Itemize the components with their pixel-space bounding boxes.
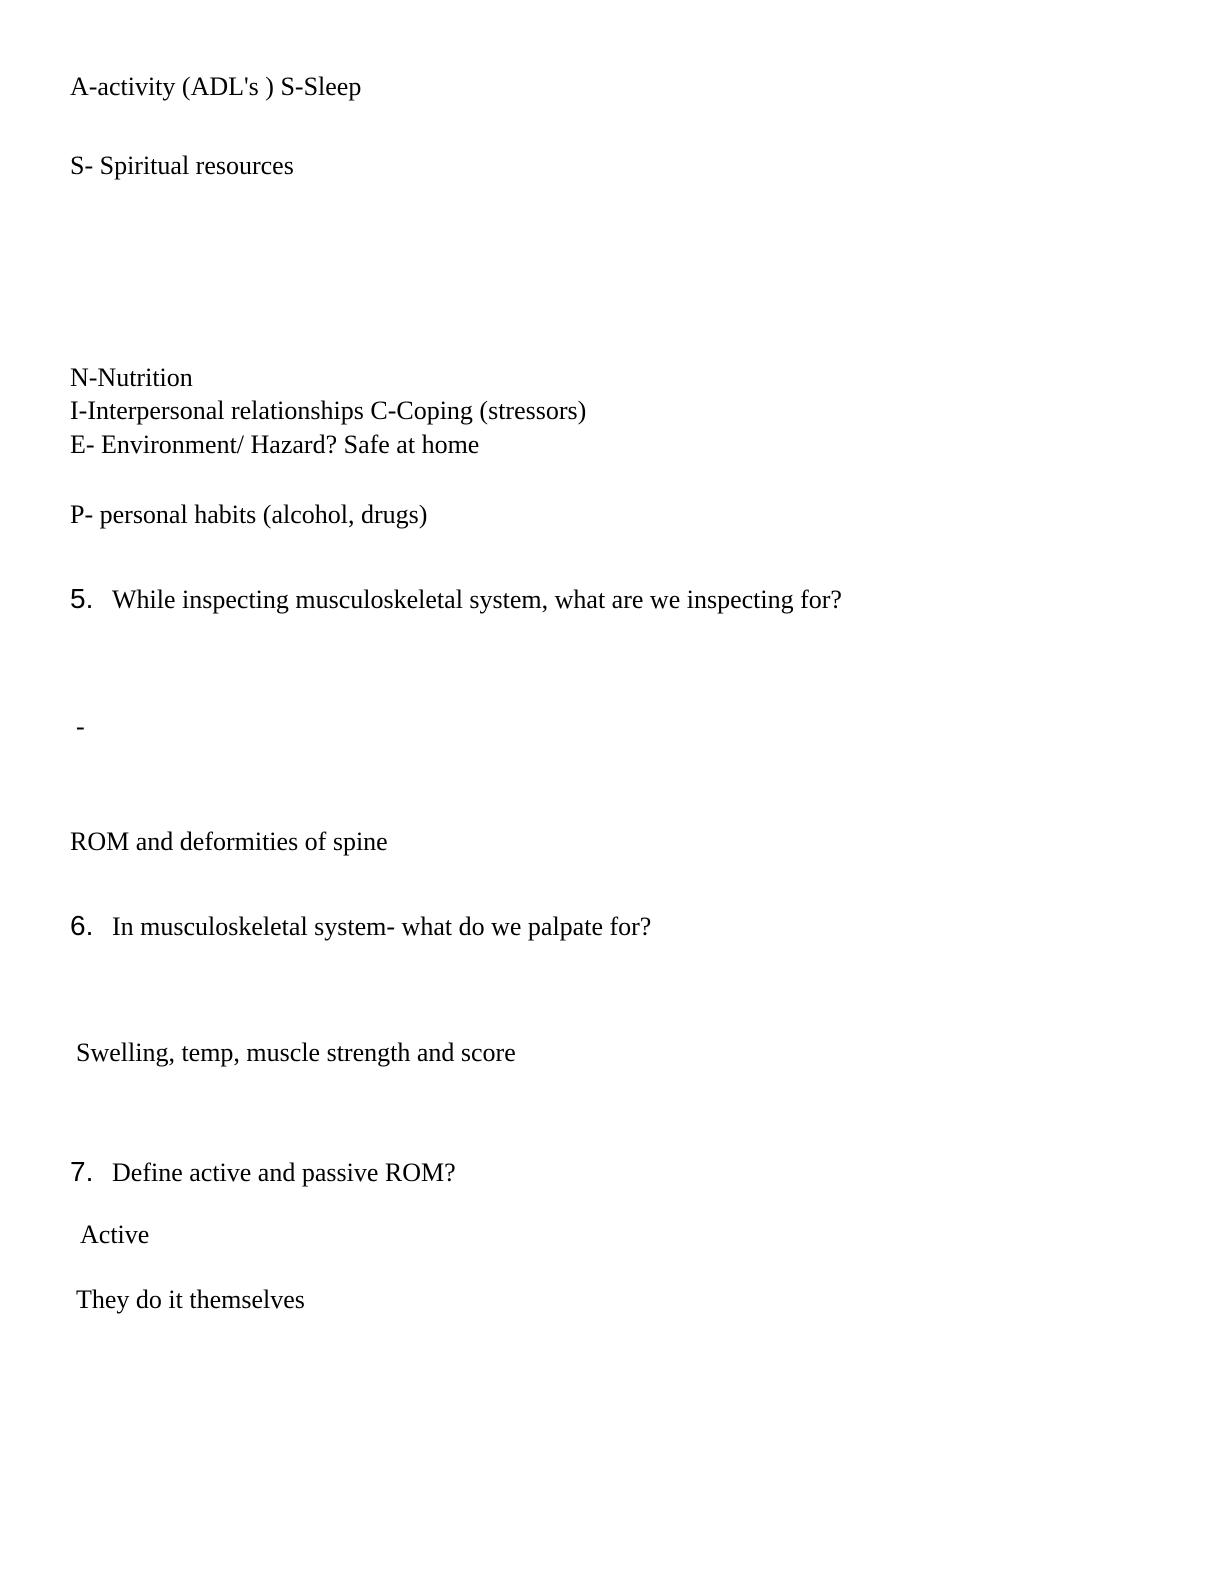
answer-swelling: Swelling, temp, muscle strength and score [76, 1038, 516, 1067]
question-7 [70, 1157, 456, 1188]
text-line-activity-sleep: A-activity (ADL's ) S-Sleep [70, 72, 362, 101]
text-line-spiritual: S- Spiritual resources [70, 151, 294, 180]
question-text: In musculoskeletal system- what do we palpate for? [112, 912, 652, 941]
text-line-environment: E- Environment/ Hazard? Safe at home [70, 430, 480, 459]
answer-active-label: Active [80, 1220, 150, 1249]
question-text: While inspecting musculoskeletal system, what are we inspecting for? [112, 585, 842, 614]
answer-dash: - [76, 712, 85, 741]
text-line-nutrition: N-Nutrition [70, 363, 193, 392]
question-number: 6. [70, 910, 94, 941]
answer-themselves: They do it themselves [76, 1285, 305, 1314]
question-5 [70, 584, 842, 615]
question-number: 5. [70, 583, 94, 614]
answer-rom-spine: ROM and deformities of spine [70, 827, 388, 856]
text-line-personal-habits: P- personal habits (alcohol, drugs) [70, 500, 428, 529]
text-line-interpersonal-coping: I-Interpersonal relationships C-Coping (stressors) [70, 396, 587, 425]
question-6 [70, 911, 651, 942]
question-number: 7. [70, 1156, 94, 1187]
question-text: Define active and passive ROM? [112, 1158, 456, 1187]
